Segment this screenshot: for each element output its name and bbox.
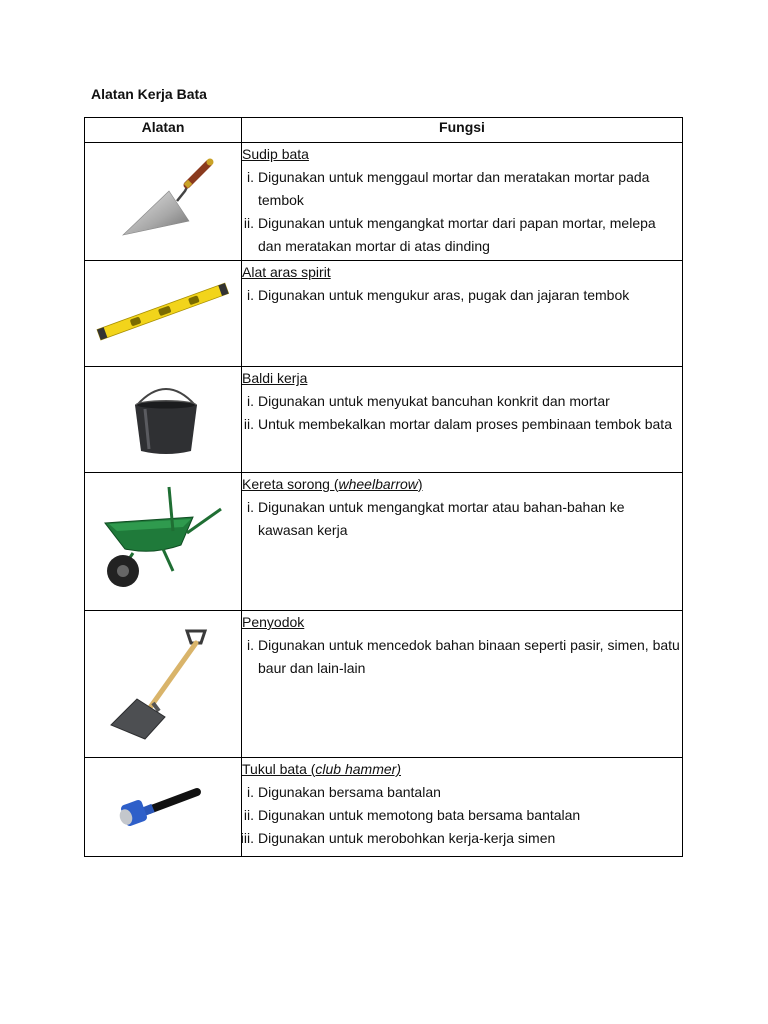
tool-description [242, 758, 683, 857]
tool-description [242, 473, 683, 611]
table-row [85, 261, 683, 367]
tool-description [242, 611, 683, 758]
tool-name: Kereta sorong (wheelbarrow) [242, 476, 423, 492]
tool-description [242, 367, 683, 473]
table-row [85, 611, 683, 758]
tool-image-cell [85, 143, 242, 261]
page-title: Alatan Kerja Bata [91, 86, 207, 102]
function-list [242, 390, 682, 436]
function-list [242, 781, 682, 850]
tool-image-cell [85, 261, 242, 367]
wheelbarrow-image [103, 483, 233, 593]
list-item: i. Digunakan untuk menggaul mortar dan meratakan mortar pada tembok [247, 169, 650, 208]
list-item: ii. Digunakan untuk memotong bata bersama bantalan [243, 807, 581, 823]
header-function: Fungsi [242, 118, 683, 143]
tool-name: Baldi kerja [242, 370, 308, 386]
list-item: i. Digunakan untuk mengangkat mortar atau bahan-bahan ke kawasan kerja [247, 499, 625, 538]
function-list [242, 496, 682, 542]
spirit-level-image [93, 267, 233, 357]
table-row [85, 758, 683, 857]
tool-image-cell [85, 611, 242, 758]
tool-description [242, 261, 683, 367]
tool-image-cell [85, 367, 242, 473]
list-item: ii. Digunakan untuk mengangkat mortar dari papan mortar, melepa dan meratakan mortar di atas dinding [243, 215, 656, 254]
tool-name: Alat aras spirit [242, 264, 331, 280]
tool-description [242, 143, 683, 261]
bucket-image [131, 379, 201, 459]
function-list [242, 166, 682, 258]
trowel-image [119, 155, 219, 245]
club-hammer-image [119, 780, 209, 840]
table-row [85, 143, 683, 261]
tool-image-cell [85, 473, 242, 611]
shovel-image [107, 625, 217, 745]
header-row [85, 118, 683, 143]
list-item: iii. Digunakan untuk merobohkan kerja-kerja simen [240, 830, 556, 846]
list-item: ii. Untuk membekalkan mortar dalam proses pembinaan tembok bata [243, 416, 672, 432]
table-row [85, 473, 683, 611]
function-list [242, 284, 682, 307]
tool-name: Tukul bata (club hammer) [242, 761, 401, 777]
table-row [85, 367, 683, 473]
tool-image-cell [85, 758, 242, 857]
list-item: i. Digunakan bersama bantalan [247, 784, 441, 800]
tool-name: Penyodok [242, 614, 305, 630]
list-item: i. Digunakan untuk mencedok bahan binaan seperti pasir, simen, batu baur dan lain-lain [247, 637, 680, 676]
list-item: i. Digunakan untuk menyukat bancuhan konkrit dan mortar [247, 393, 610, 409]
tool-name: Sudip bata [242, 146, 309, 162]
function-list [242, 634, 682, 680]
list-item: i. Digunakan untuk mengukur aras, pugak dan jajaran tembok [247, 287, 630, 303]
tools-table [84, 117, 683, 857]
header-tool: Alatan [85, 118, 242, 143]
